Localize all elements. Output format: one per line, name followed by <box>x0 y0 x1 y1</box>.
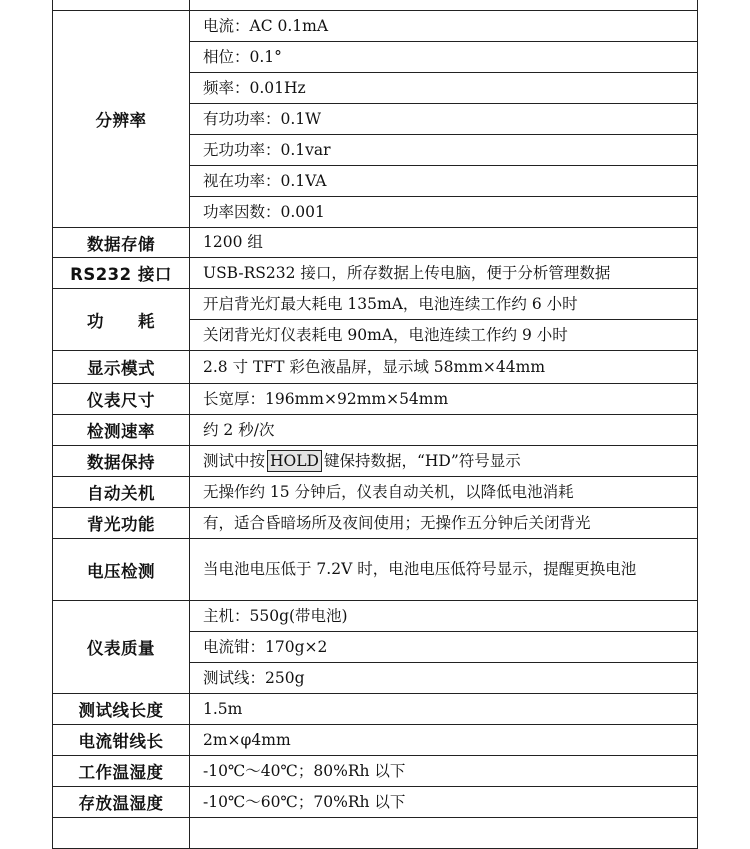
table-row <box>53 384 698 415</box>
cutoff-label-cell <box>53 0 190 11</box>
table-row <box>53 694 698 725</box>
weight-main-unit: 主机：550g(带电池) <box>190 601 698 632</box>
table-row <box>53 508 698 539</box>
cutoff-bottom-value-cell <box>190 818 698 849</box>
table-row <box>53 415 698 446</box>
table-row <box>53 11 698 42</box>
hold-prefix: 测试中按 <box>203 451 266 470</box>
data-storage-value: 1200 组 <box>190 228 698 258</box>
weight-leads: 测试线：250g <box>190 663 698 694</box>
resolution-active-power: 有功功率：0.1W <box>190 104 698 135</box>
resolution-apparent-power: 视在功率：0.1VA <box>190 166 698 197</box>
backlight-value: 有，适合昏暗场所及夜间使用；无操作五分钟后关闭背光 <box>190 508 698 539</box>
table-row <box>53 756 698 787</box>
power-label-a: 功 <box>87 311 104 331</box>
resolution-current: 电流：AC 0.1mA <box>190 11 698 42</box>
size-value: 长宽厚：196mm×92mm×54mm <box>190 384 698 415</box>
speed-value: 约 2 秒/次 <box>190 415 698 446</box>
work-env-label: 工作温湿度 <box>53 756 190 787</box>
resolution-label: 分辨率 <box>53 11 190 228</box>
auto-off-label: 自动关机 <box>53 477 190 508</box>
resolution-reactive-power: 无功功率：0.1var <box>190 135 698 166</box>
cutoff-value-cell <box>190 0 698 11</box>
weight-clamp: 电流钳：170g×2 <box>190 632 698 663</box>
table-row <box>53 289 698 320</box>
rs232-label: RS232 接口 <box>53 258 190 289</box>
display-value: 2.8 寸 TFT 彩色液晶屏，显示域 58mm×44mm <box>190 351 698 384</box>
voltage-label: 电压检测 <box>53 539 190 601</box>
clamp-cable-label: 电流钳线长 <box>53 725 190 756</box>
hold-label: 数据保持 <box>53 446 190 477</box>
lead-length-value: 1.5m <box>190 694 698 725</box>
table-row <box>53 601 698 632</box>
hold-value <box>190 446 698 477</box>
power-label <box>53 289 190 351</box>
table-row <box>53 228 698 258</box>
spec-table <box>52 0 698 849</box>
resolution-power-factor: 功率因数：0.001 <box>190 197 698 228</box>
power-backlight-on: 开启背光灯最大耗电 135mA，电池连续工作约 6 小时 <box>190 289 698 320</box>
size-label: 仪表尺寸 <box>53 384 190 415</box>
display-label: 显示模式 <box>53 351 190 384</box>
speed-label: 检测速率 <box>53 415 190 446</box>
table-row-cutoff <box>53 0 698 11</box>
work-env-value: -10℃～40℃；80%Rh 以下 <box>190 756 698 787</box>
table-row <box>53 787 698 818</box>
table-row <box>53 351 698 384</box>
backlight-label: 背光功能 <box>53 508 190 539</box>
table-row <box>53 725 698 756</box>
hold-suffix: 键保持数据，“HD”符号显示 <box>323 451 521 470</box>
resolution-phase: 相位：0.1° <box>190 42 698 73</box>
lead-length-label: 测试线长度 <box>53 694 190 725</box>
cutoff-bottom-label-cell <box>53 818 190 849</box>
clamp-cable-value: 2m×φ4mm <box>190 725 698 756</box>
table-row <box>53 258 698 289</box>
power-backlight-off: 关闭背光灯仪表耗电 90mA，电池连续工作约 9 小时 <box>190 320 698 351</box>
storage-env-value: -10℃～60℃；70%Rh 以下 <box>190 787 698 818</box>
voltage-value: 当电池电压低于 7.2V 时，电池电压低符号显示，提醒更换电池 <box>190 539 698 601</box>
rs232-value: USB-RS232 接口，所存数据上传电脑，便于分析管理数据 <box>190 258 698 289</box>
power-label-b: 耗 <box>138 311 155 331</box>
table-row <box>53 446 698 477</box>
auto-off-value: 无操作约 15 分钟后，仪表自动关机，以降低电池消耗 <box>190 477 698 508</box>
data-storage-label: 数据存储 <box>53 228 190 258</box>
table-row <box>53 539 698 601</box>
weight-label: 仪表质量 <box>53 601 190 694</box>
hold-key-box: HOLD <box>267 450 322 472</box>
table-row <box>53 477 698 508</box>
table-row-cutoff-bottom <box>53 818 698 849</box>
storage-env-label: 存放温湿度 <box>53 787 190 818</box>
resolution-frequency: 频率：0.01Hz <box>190 73 698 104</box>
